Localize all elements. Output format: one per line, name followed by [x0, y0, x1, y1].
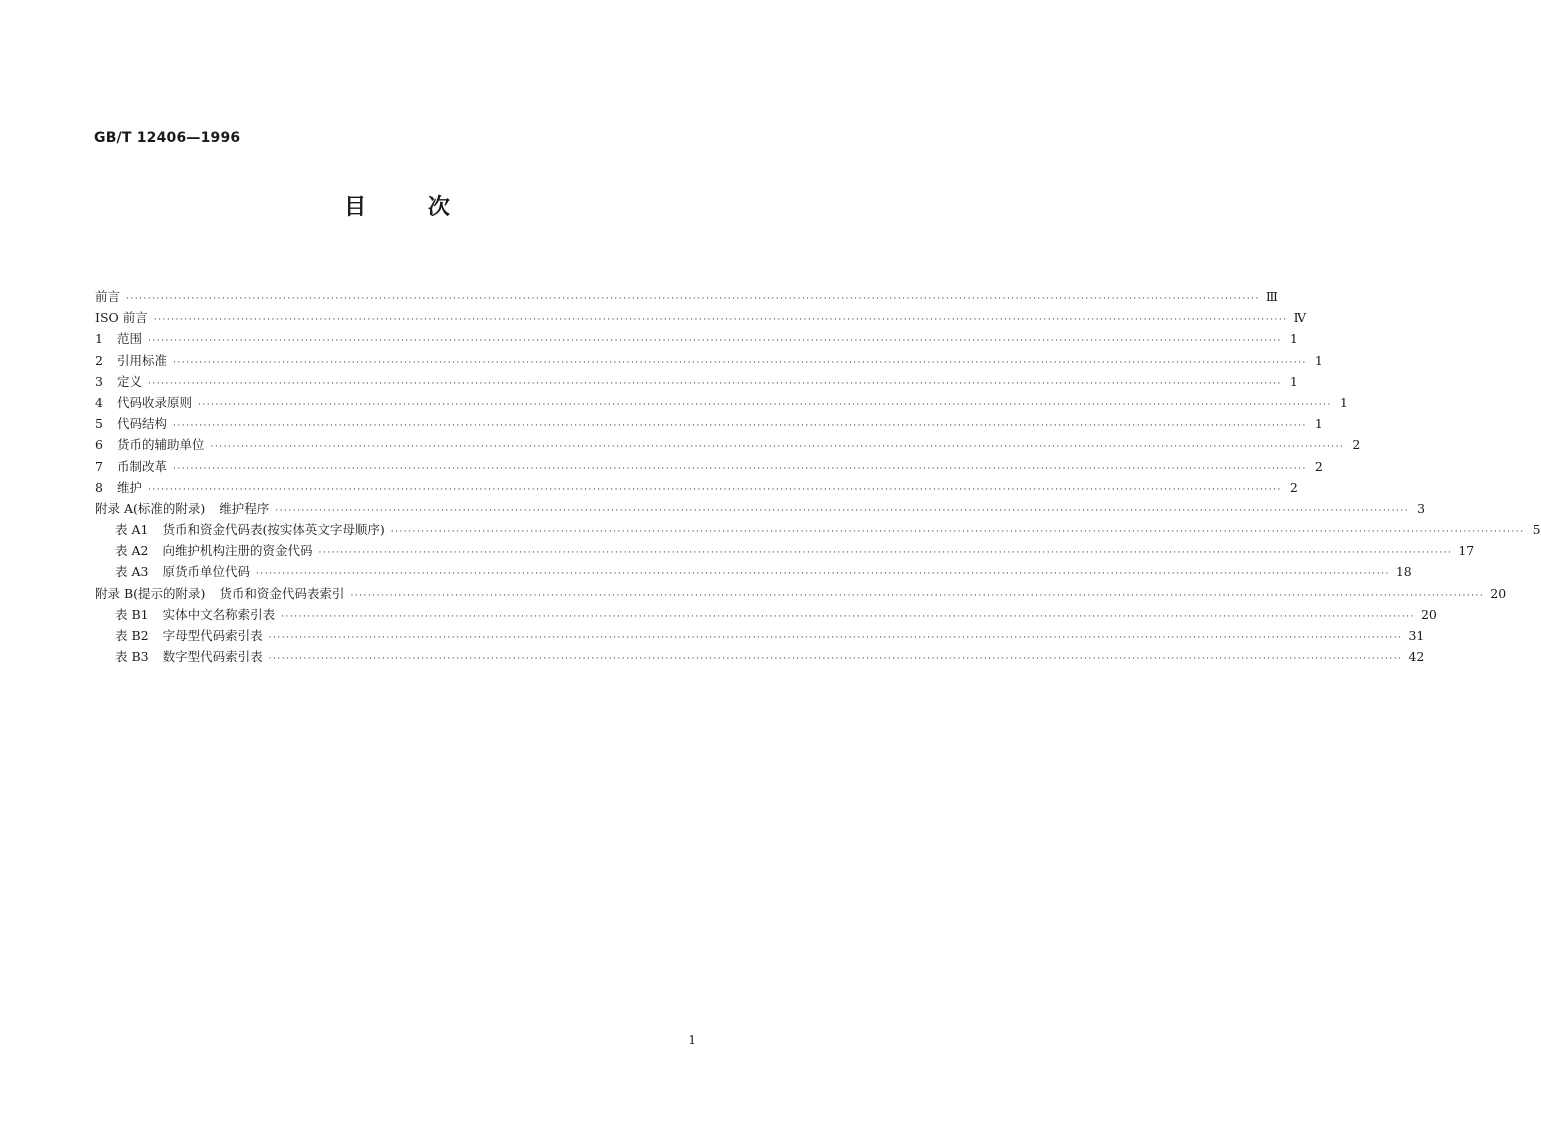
toc-entry[interactable] [95, 647, 1425, 668]
dot-leader: ···································································································································································································································································· [390, 527, 1525, 538]
toc-entry[interactable] [95, 626, 1425, 647]
dot-leader: ···································································································································································································································································· [148, 336, 1282, 347]
dot-leader: ···································································································································································································································································· [281, 611, 1415, 622]
dot-leader: ···································································································································································································································································· [148, 484, 1282, 495]
dot-leader: ···································································································································································································································································· [153, 315, 1288, 326]
toc-entry-page: 2 [1352, 437, 1361, 453]
toc-entry-page: 1 [1314, 416, 1323, 432]
toc-entry-page: 18 [1395, 564, 1412, 580]
toc-entry-number: 6 [95, 437, 103, 453]
toc-entry-page: 2 [1289, 479, 1298, 495]
toc-entry-page: 2 [1314, 458, 1323, 474]
page-number: 1 [688, 1033, 696, 1047]
toc-entry-title: 表 A1 [115, 522, 149, 538]
toc-entry[interactable] [95, 478, 1298, 499]
toc-entry-title: 表 A2 [115, 543, 149, 559]
toc-entry-page: 3 [1417, 500, 1426, 516]
toc-entry-title: 附录 B(提示的附录) [95, 585, 206, 601]
toc-entry[interactable] [95, 287, 1278, 308]
toc-entry-title: 前言 [95, 289, 121, 304]
toc-entry-number: 7 [95, 458, 103, 474]
toc-entry-title: 代码收录原则 [117, 394, 193, 410]
standard-code: GB/T 12406—1996 [94, 130, 241, 146]
toc-entry-page: Ⅲ [1265, 289, 1278, 304]
toc-entry[interactable] [95, 562, 1412, 583]
toc-entry-title: 定义 [117, 373, 143, 389]
title-part-2: 次 [427, 195, 450, 220]
toc-entry-page: 1 [1314, 352, 1323, 368]
toc-entry[interactable] [95, 457, 1323, 478]
toc-entry-title: 附录 A(标准的附录) [95, 500, 206, 516]
toc-entry[interactable] [95, 499, 1426, 520]
toc-entry[interactable] [95, 329, 1298, 350]
toc-entry-number: 1 [95, 331, 103, 347]
dot-leader: ···································································································································································································································································· [173, 463, 1307, 474]
dot-leader: ···································································································································································································································································· [268, 633, 1403, 643]
table-of-contents [95, 287, 1541, 668]
dot-leader: ···································································································································································································································································· [268, 654, 1403, 665]
dot-leader: ···································································································································································································································································· [173, 421, 1307, 432]
toc-entry[interactable] [95, 308, 1307, 329]
toc-entry-title: ISO 前言 [95, 310, 148, 326]
toc-entry-page: Ⅳ [1293, 310, 1307, 326]
toc-entry-subtitle: 货币和资金代码表索引 [219, 585, 345, 601]
toc-entry-subtitle: 字母型代码索引表 [162, 628, 263, 643]
toc-entry-number: 8 [95, 479, 103, 495]
toc-entry-subtitle: 货币和资金代码表(按实体英文字母顺序) [162, 522, 385, 538]
toc-entry-subtitle: 数字型代码索引表 [162, 649, 263, 665]
toc-entry-title: 表 A3 [115, 564, 149, 580]
toc-entry-number: 4 [95, 394, 103, 410]
toc-entry[interactable] [95, 351, 1323, 372]
toc-entry-page: 1 [1339, 394, 1348, 410]
toc-entry-title: 表 B1 [115, 606, 149, 622]
toc-entry[interactable] [95, 414, 1323, 435]
page-title [0, 190, 794, 221]
toc-entry[interactable] [95, 393, 1348, 414]
dot-leader: ···································································································································································································································································· [126, 294, 1260, 304]
toc-entry-page: 42 [1408, 649, 1425, 665]
title-part-1: 目 [344, 195, 367, 220]
toc-entry-page: 5 [1532, 522, 1541, 538]
toc-entry-subtitle: 维护程序 [219, 500, 270, 516]
toc-entry-title: 范围 [117, 331, 143, 347]
toc-entry-page: 20 [1490, 585, 1507, 601]
dot-leader: ···································································································································································································································································· [198, 399, 1332, 410]
toc-entry-title: 币制改革 [117, 458, 168, 474]
toc-entry-page: 20 [1420, 606, 1437, 622]
dot-leader: ···································································································································································································································································· [255, 569, 1390, 580]
toc-entry-title: 引用标准 [117, 352, 168, 368]
toc-entry-page: 17 [1458, 543, 1475, 559]
dot-leader: ···································································································································································································································································· [275, 505, 1410, 516]
toc-entry-number: 2 [95, 352, 103, 368]
toc-entry[interactable] [95, 520, 1541, 541]
toc-entry[interactable] [95, 584, 1507, 605]
toc-entry-subtitle: 向维护机构注册的资金代码 [162, 543, 313, 559]
dot-leader: ···································································································································································································································································· [318, 548, 1453, 559]
toc-entry-title: 货币的辅助单位 [117, 437, 205, 453]
toc-entry-title: 代码结构 [117, 416, 168, 432]
toc-entry-number: 3 [95, 373, 103, 389]
toc-entry-title: 表 B3 [115, 649, 149, 665]
toc-entry-page: 1 [1289, 331, 1298, 347]
toc-entry[interactable] [95, 541, 1475, 562]
toc-entry-title: 表 B2 [115, 628, 149, 643]
toc-entry[interactable] [95, 435, 1361, 456]
toc-entry-subtitle: 实体中文名称索引表 [162, 606, 276, 622]
toc-entry-title: 维护 [117, 479, 143, 495]
toc-entry-number: 5 [95, 416, 103, 432]
toc-entry-page: 1 [1289, 373, 1298, 389]
dot-leader: ···································································································································································································································································· [210, 442, 1345, 453]
toc-entry[interactable] [95, 605, 1437, 626]
toc-entry-page: 31 [1408, 628, 1425, 643]
dot-leader: ···································································································································································································································································· [350, 590, 1485, 601]
dot-leader: ···································································································································································································································································· [173, 357, 1307, 368]
toc-entry[interactable] [95, 372, 1298, 393]
toc-entry-subtitle: 原货币单位代码 [162, 564, 250, 580]
dot-leader: ···································································································································································································································································· [148, 378, 1282, 389]
